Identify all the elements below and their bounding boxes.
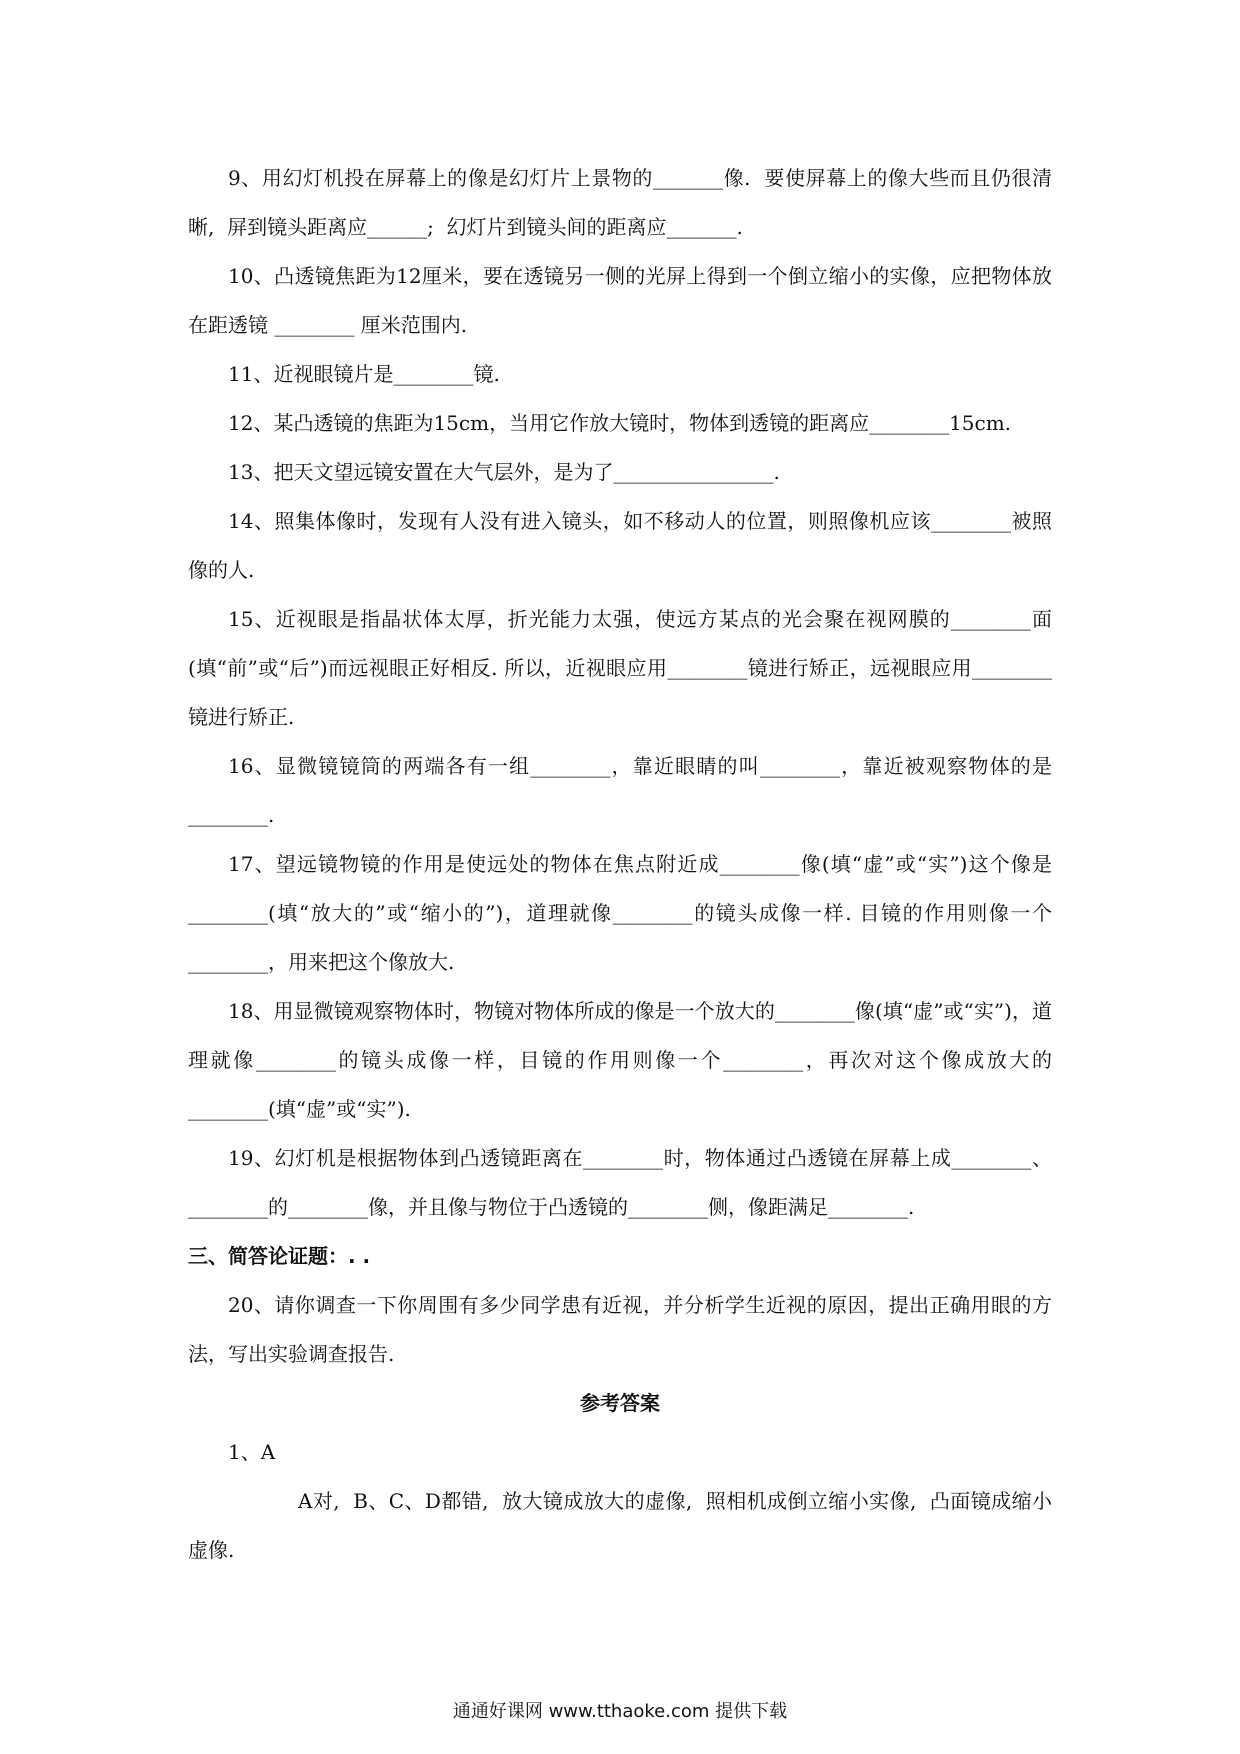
answer-1-explanation: A对, B、C、D都错, 放大镜成放大的虚像, 照相机成倒立缩小实像, 凸面镜成缩小虚像. <box>188 1489 1052 1562</box>
question-20: 20、请你调查一下你周围有多少同学患有近视，并分析学生近视的原因，提出正确用眼的方法，写出实验调查报告. <box>188 1293 1052 1366</box>
question-12: 12、某凸透镜的焦距为15cm，当用它作放大镜时，物体到透镜的距离应________15cm. <box>228 411 1012 435</box>
question-19: 19、幻灯机是根据物体到凸透镜距离在________时，物体通过凸透镜在屏幕上成________、________的________像，并且像与物位于凸透镜的________侧，像距满足________. <box>188 1146 1052 1219</box>
section-3-heading: 三、简答论证题：. . <box>188 1244 371 1268</box>
question-17: 17、望远镜物镜的作用是使远处的物体在焦点附近成________像(填“虚”或“实”)这个像是________(填“放大的”或“缩小的”)，道理就像________的镜头成像一样. 目镜的作用则像一个________，用来把这个像放大. <box>188 852 1052 974</box>
answer-1: 1、A <box>228 1440 276 1464</box>
question-14: 14、照集体像时，发现有人没有进入镜头，如不移动人的位置，则照像机应该________被照像的人. <box>188 509 1052 582</box>
question-13: 13、把天文望远镜安置在大气层外，是为了________________. <box>228 460 780 484</box>
document-body <box>188 154 1052 1575</box>
question-18: 18、用显微镜观察物体时，物镜对物体所成的像是一个放大的________像(填“虚”或“实”)，道理就像________的镜头成像一样，目镜的作用则像一个________，再次对这个像成放大的________(填“虚”或“实”). <box>188 999 1052 1121</box>
question-16: 16、显微镜镜筒的两端各有一组________，靠近眼睛的叫________，靠近被观察物体的是________. <box>188 754 1052 827</box>
question-9: 9、用幻灯机投在屏幕上的像是幻灯片上景物的_______像. 要使屏幕上的像大些而且仍很清晰, 屏到镜头距离应______; 幻灯片到镜头间的距离应_______. <box>188 166 1052 239</box>
question-11: 11、近视眼镜片是________镜. <box>228 362 500 386</box>
answer-key-title: 参考答案 <box>580 1391 660 1415</box>
question-15: 15、近视眼是指晶状体太厚，折光能力太强，使远方某点的光会聚在视网膜的________面(填“前”或“后”)而远视眼正好相反. 所以，近视眼应用________镜进行矫正，远视眼应用________镜进行矫正. <box>188 607 1052 729</box>
question-10: 10、凸透镜焦距为12厘米，要在透镜另一侧的光屏上得到一个倒立缩小的实像，应把物体放在距透镜 ________ 厘米范围内. <box>188 264 1052 337</box>
page-footer: 通通好课网 www.tthaoke.com 提供下载 <box>452 1701 788 1722</box>
